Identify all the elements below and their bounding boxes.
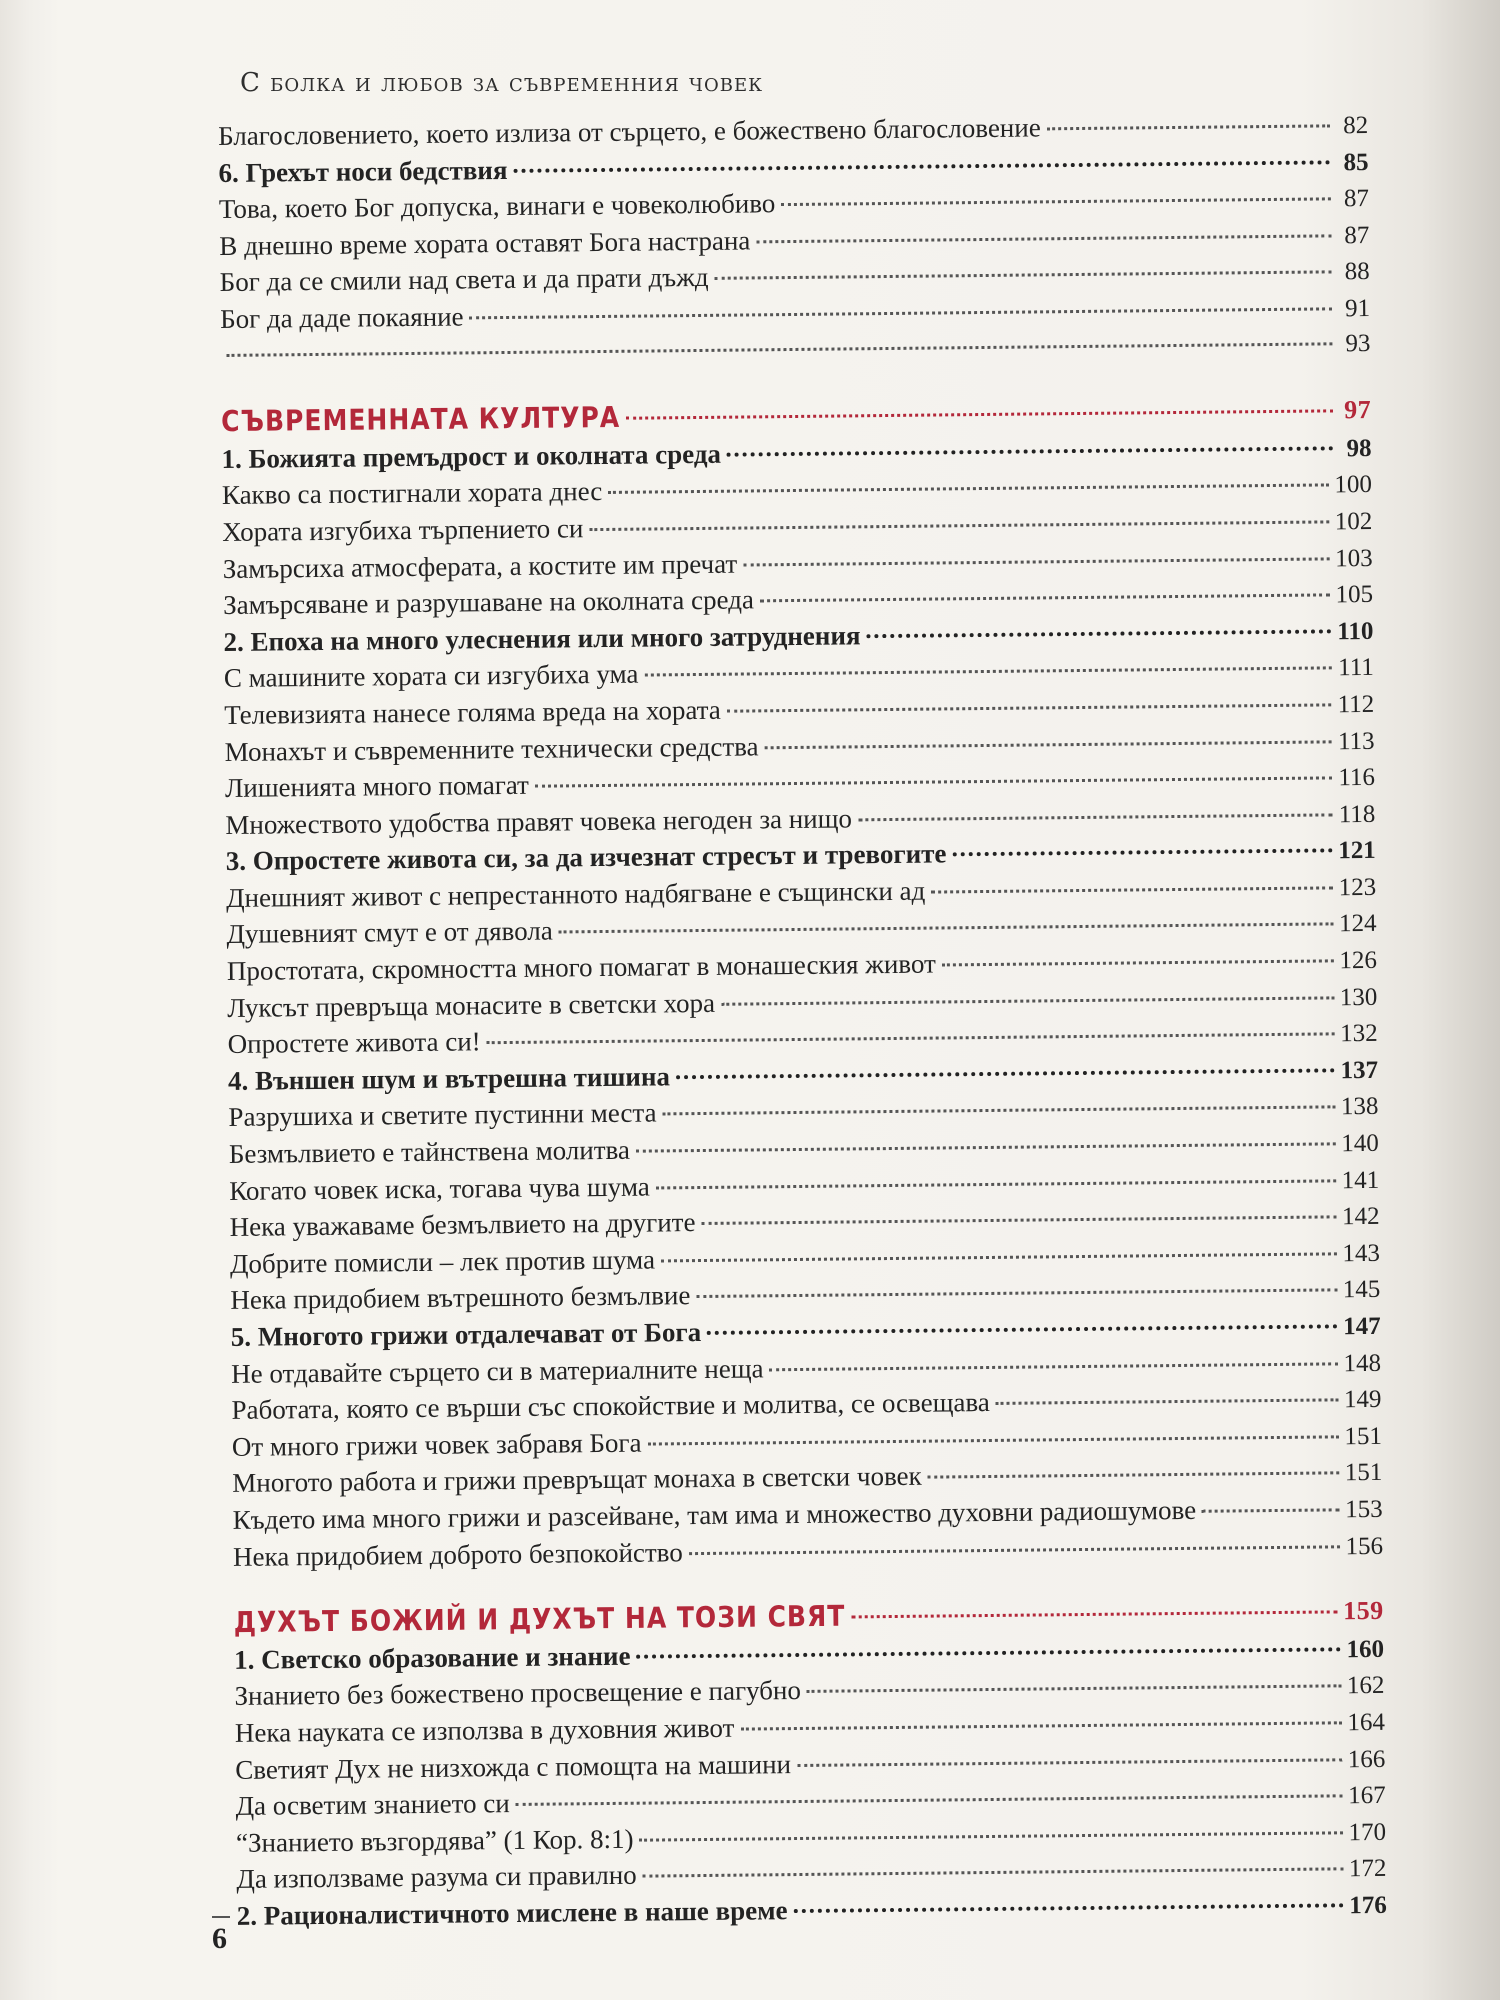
toc-entry-title: Това, което Бог допуска, винаги е човеколюбиво bbox=[218, 188, 776, 225]
toc-entry-title: “Знанието възгордява” (1 Кор. 8:1) bbox=[235, 1823, 634, 1858]
toc-entry-page: 138 bbox=[1340, 1093, 1379, 1121]
toc-entry-title: Работата, която се върши със спокойствие и молитва, се освещава bbox=[231, 1387, 990, 1426]
toc-entry-title: Хората изгубиха търпението си bbox=[222, 513, 584, 547]
dot-leader bbox=[701, 1216, 1336, 1226]
toc-entry-title: 3. Опростете живота си, за да изчезнат стресът и тревогите bbox=[225, 838, 947, 877]
dot-leader bbox=[470, 307, 1333, 319]
toc-entry-title: Опростете живота си! bbox=[227, 1026, 481, 1060]
dot-leader bbox=[1202, 1508, 1339, 1512]
toc-entry-page: 156 bbox=[1345, 1532, 1384, 1560]
toc-entry-page: 142 bbox=[1341, 1203, 1380, 1231]
toc-entry-title: Бог да даде покаяние bbox=[219, 301, 464, 334]
dot-leader bbox=[727, 446, 1334, 456]
dot-leader bbox=[851, 1611, 1337, 1619]
toc-entry-page: 172 bbox=[1348, 1855, 1387, 1883]
toc-entry-title: Когато човек иска, тогава чува шума bbox=[229, 1171, 650, 1206]
dot-leader bbox=[676, 1068, 1335, 1079]
dot-leader bbox=[648, 1435, 1339, 1445]
toc-entry-page: 102 bbox=[1334, 507, 1373, 536]
toc-entry-title: Какво са постигнали хората днес bbox=[221, 476, 603, 511]
dot-leader bbox=[663, 1106, 1335, 1116]
toc-entry-title: 2. Рационалистичното мислене в наше време bbox=[236, 1895, 788, 1931]
toc-entry-title: Благословението, което излиза от сърцето, е божествено благословение bbox=[218, 112, 1041, 151]
toc-entry-title: 2. Епоха на много улеснения или много затруднения bbox=[223, 620, 861, 657]
toc-entry-page: 85 bbox=[1343, 148, 1369, 176]
toc-entry-page: 140 bbox=[1341, 1129, 1379, 1158]
toc-entry-page: 166 bbox=[1347, 1745, 1386, 1773]
toc-entry-page: 160 bbox=[1346, 1635, 1385, 1664]
toc-entry-title: Да осветим знанието си bbox=[235, 1788, 510, 1822]
toc-entry-page: 151 bbox=[1344, 1459, 1383, 1487]
toc-entry-title: СЪВРЕМЕННАТА КУЛТУРА bbox=[221, 400, 621, 439]
toc-entry-title: Светият Дух не низхожда с помощта на машини bbox=[235, 1748, 792, 1785]
toc-entry-title: Днешният живот с непрестанното надбягване е същински ад bbox=[226, 875, 926, 913]
toc-entry-page: 164 bbox=[1347, 1708, 1386, 1737]
dot-leader bbox=[696, 1289, 1337, 1299]
toc-entry-page: 123 bbox=[1338, 873, 1377, 902]
dot-leader bbox=[931, 886, 1332, 893]
toc-entry-page: 118 bbox=[1338, 800, 1376, 828]
toc-entry-page: 121 bbox=[1338, 837, 1376, 865]
toc-entry-page: 151 bbox=[1344, 1422, 1383, 1451]
dot-leader bbox=[639, 1831, 1342, 1841]
toc-entry-title: 5. Многото грижи отдалечават от Бога bbox=[230, 1317, 702, 1352]
running-head: С болка и любов за съвременния човек bbox=[240, 68, 764, 98]
dot-leader bbox=[626, 409, 1333, 419]
dot-leader bbox=[487, 1033, 1334, 1045]
toc-entry-page: 137 bbox=[1340, 1056, 1379, 1085]
dot-leader bbox=[858, 813, 1333, 821]
toc-entry-title: Лишенията много помагат bbox=[224, 769, 530, 804]
dot-leader bbox=[743, 557, 1329, 566]
toc-entry-title: Телевизията нанесе голяма вреда на хората bbox=[224, 694, 721, 730]
toc-entry-title: Душевният смут е от дявола bbox=[226, 916, 553, 950]
dot-leader bbox=[516, 1794, 1342, 1806]
toc-entry-page: 116 bbox=[1338, 764, 1376, 792]
toc-entry-page: 103 bbox=[1335, 544, 1373, 572]
toc-entry-title: Нека уважаваме безмълвието на другите bbox=[229, 1207, 696, 1243]
toc-entry-page: 145 bbox=[1342, 1276, 1381, 1304]
toc-entry-title: Не отдавайте сърцето си в материалните неща bbox=[230, 1352, 764, 1389]
toc-entry-page: 149 bbox=[1343, 1386, 1382, 1414]
dot-leader bbox=[996, 1399, 1338, 1406]
dot-leader bbox=[928, 1472, 1339, 1479]
toc-entry-title: С машините хората си изгубиха ума bbox=[223, 658, 639, 694]
toc-entry-page: 82 bbox=[1343, 111, 1369, 140]
toc-entry-page: 113 bbox=[1337, 727, 1375, 755]
toc-entry-title: Нека придобием вътрешното безмълвие bbox=[230, 1280, 691, 1316]
toc-entry-page: 143 bbox=[1342, 1239, 1381, 1268]
toc-entry-title: Монахът и съвременните технически средства bbox=[224, 730, 759, 767]
dot-leader bbox=[952, 849, 1332, 857]
toc-entry-page: 176 bbox=[1349, 1891, 1387, 1920]
toc-entry-page: 141 bbox=[1341, 1166, 1380, 1194]
toc-entry-page: 124 bbox=[1338, 910, 1377, 938]
dot-leader bbox=[740, 1721, 1341, 1730]
dot-leader bbox=[535, 776, 1333, 787]
dot-leader bbox=[756, 234, 1331, 243]
dot-leader bbox=[1047, 124, 1330, 130]
dot-leader bbox=[760, 594, 1330, 603]
dot-leader bbox=[721, 996, 1334, 1005]
toc-entry-page: 130 bbox=[1339, 983, 1378, 1011]
toc-entry-title: Знанието без божествено просвещение е пагубно bbox=[234, 1675, 802, 1712]
dot-leader bbox=[689, 1545, 1340, 1555]
toc-entry-page: 148 bbox=[1343, 1349, 1382, 1377]
toc-entry-title: Замърсиха атмосферата, а костите им пречат bbox=[222, 548, 738, 584]
toc-entry-title: Замърсяване и разрушаване на околната среда bbox=[222, 584, 755, 621]
dot-leader bbox=[589, 520, 1328, 531]
toc-entry-page: 147 bbox=[1343, 1312, 1381, 1341]
toc-entry-page: 97 bbox=[1343, 395, 1372, 425]
toc-entry-page: 93 bbox=[1345, 329, 1371, 357]
toc-entry-page: 91 bbox=[1344, 294, 1371, 323]
dot-leader bbox=[707, 1324, 1337, 1335]
toc-entry-page: 167 bbox=[1347, 1781, 1386, 1810]
dot-leader bbox=[608, 484, 1328, 495]
toc-entry-page: 87 bbox=[1343, 185, 1370, 213]
toc-entry-page: 111 bbox=[1338, 654, 1374, 682]
toc-entry-page: 132 bbox=[1340, 1020, 1378, 1048]
toc-entry-page: 105 bbox=[1335, 581, 1374, 609]
toc-entry-title: Многото работа и грижи превръщат монаха в светски човек bbox=[232, 1461, 922, 1499]
toc-entry-page: 126 bbox=[1339, 946, 1378, 975]
toc-entry-page: 110 bbox=[1337, 617, 1374, 646]
dot-leader bbox=[513, 160, 1330, 173]
toc-entry-title: 4. Външен шум и вътрешна тишина bbox=[227, 1061, 671, 1096]
dot-leader bbox=[636, 1647, 1340, 1658]
dot-leader bbox=[770, 1362, 1338, 1371]
dot-leader bbox=[727, 703, 1332, 712]
toc-entry-page: 98 bbox=[1346, 434, 1372, 462]
toc-entry-page: 162 bbox=[1346, 1672, 1385, 1700]
toc-entry-page: 87 bbox=[1344, 221, 1370, 249]
dot-leader bbox=[656, 1179, 1336, 1189]
toc-entry-title: Безмълвието е тайнствена молитва bbox=[228, 1134, 631, 1169]
table-of-contents bbox=[218, 106, 1387, 1934]
page-gutter-shadow bbox=[1420, 0, 1500, 2000]
toc-entry-page: 159 bbox=[1343, 1596, 1384, 1626]
toc-entry-title: 6. Грехът носи бедствия bbox=[218, 154, 508, 188]
toc-entry-title: Добрите помисли – лек против шума bbox=[229, 1244, 656, 1279]
toc-entry-page: 153 bbox=[1344, 1495, 1383, 1524]
toc-entry-title: От много грижи човек забравя Бога bbox=[231, 1427, 642, 1462]
dot-leader bbox=[644, 667, 1332, 677]
toc-entry-title: 1. Светско образование и знание bbox=[233, 1640, 631, 1675]
dot-leader bbox=[643, 1868, 1343, 1878]
dot-leader bbox=[226, 342, 1332, 357]
dot-leader bbox=[765, 740, 1332, 749]
dot-leader bbox=[715, 271, 1332, 280]
dot-leader bbox=[807, 1685, 1341, 1694]
dot-leader bbox=[797, 1758, 1342, 1767]
toc-entry-title: В днешно време хората оставят Бога настрана bbox=[219, 225, 751, 261]
toc-entry-title: 1. Божията премъдрост и околната среда bbox=[221, 438, 722, 474]
dot-leader bbox=[794, 1903, 1344, 1913]
toc-entry-title: Където има много грижи и разсейване, там има и множество духовни радиошумове bbox=[232, 1494, 1197, 1535]
toc-entry-page: 100 bbox=[1334, 471, 1373, 499]
toc-entry-title: Нека науката се използва в духовния живот bbox=[234, 1712, 735, 1748]
toc-entry-title: Простотата, скромността много помагат в монашеския живот bbox=[226, 948, 936, 987]
toc-entry-page: 88 bbox=[1344, 258, 1370, 286]
toc-entry-title: ДУХЪТ БОЖИЙ И ДУХЪТ НА ТОЗИ СВЯТ bbox=[233, 1599, 846, 1640]
toc-entry-page: 170 bbox=[1348, 1818, 1387, 1846]
dot-leader bbox=[942, 959, 1334, 966]
dot-leader bbox=[867, 629, 1332, 638]
toc-entry-title: Нека придобием доброто безпокойство bbox=[232, 1536, 683, 1572]
toc-entry-title: Да използваме разума си правилно bbox=[236, 1860, 637, 1895]
toc-entry-title: Множеството удобства правят човека негоден за нищо bbox=[225, 803, 853, 840]
dot-leader bbox=[636, 1142, 1335, 1152]
dot-leader bbox=[559, 923, 1333, 934]
toc-entry-title: Бог да се смили над света и да прати дъжд bbox=[219, 262, 709, 298]
dot-leader bbox=[781, 198, 1331, 207]
page-number: 6 bbox=[212, 1922, 227, 1955]
toc-entry-page: 112 bbox=[1337, 690, 1375, 719]
toc-entry-title: Разрушиха и светите пустинни места bbox=[228, 1097, 657, 1133]
dot-leader bbox=[661, 1252, 1336, 1262]
toc-entry-title: Луксът превръща монасите в светски хора bbox=[227, 987, 716, 1023]
